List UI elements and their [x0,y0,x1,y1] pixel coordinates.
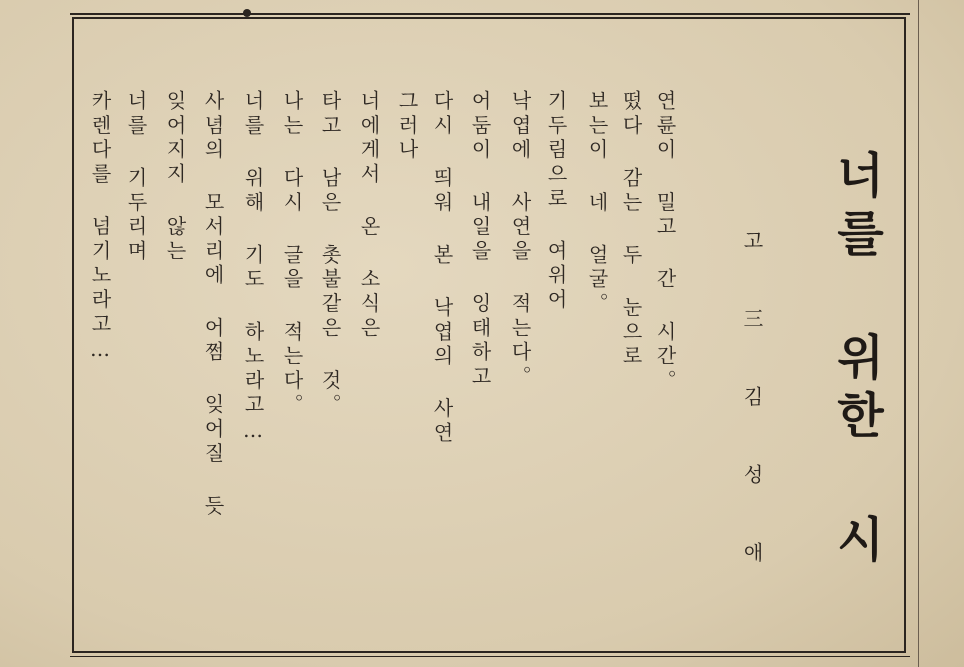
bottom-rule [70,656,910,657]
poem-line: 어둠이 내일을 잉태하고 [468,90,492,390]
poem-line: 연륜이 밀고 간 시간。 [653,90,677,394]
poem-line: 너를 기두리며 [124,90,148,265]
poem-title: 너를 위한 시 [828,150,884,572]
poem-line: 떴다 감는 두 눈으로 [619,90,643,370]
poem-line: 타고 남은 촛불같은 것。 [318,90,342,418]
poem-line: 다시 띄워 본 낙엽의 사연 [430,90,454,447]
poem-line: 너에게서 온 소식은 [357,90,381,341]
poem-line: 기두림으로 여위어 [544,90,568,313]
poem-author: 고 三 김 성 애 [740,230,764,579]
poem-line: 낙엽에 사연을 적는다。 [508,90,532,390]
poem-line: 그러나 [395,90,419,163]
poem-line: 잊어지지 않는 [163,90,187,265]
poem-line: 보는이 네 얼굴。 [585,90,609,317]
poem-line: 나는 다시 글을 적는다。 [280,90,304,418]
poem-line: 카렌다를 넘기노라고… [88,90,112,366]
poem-line: 너를 위해 기도 하노라고… [241,90,265,447]
page-edge-line [918,0,919,667]
top-rule-ornament [243,9,251,17]
poem-line: 사념의 모서리에 어쩜 잊어질 듯 [201,90,225,520]
top-rule [70,13,910,15]
